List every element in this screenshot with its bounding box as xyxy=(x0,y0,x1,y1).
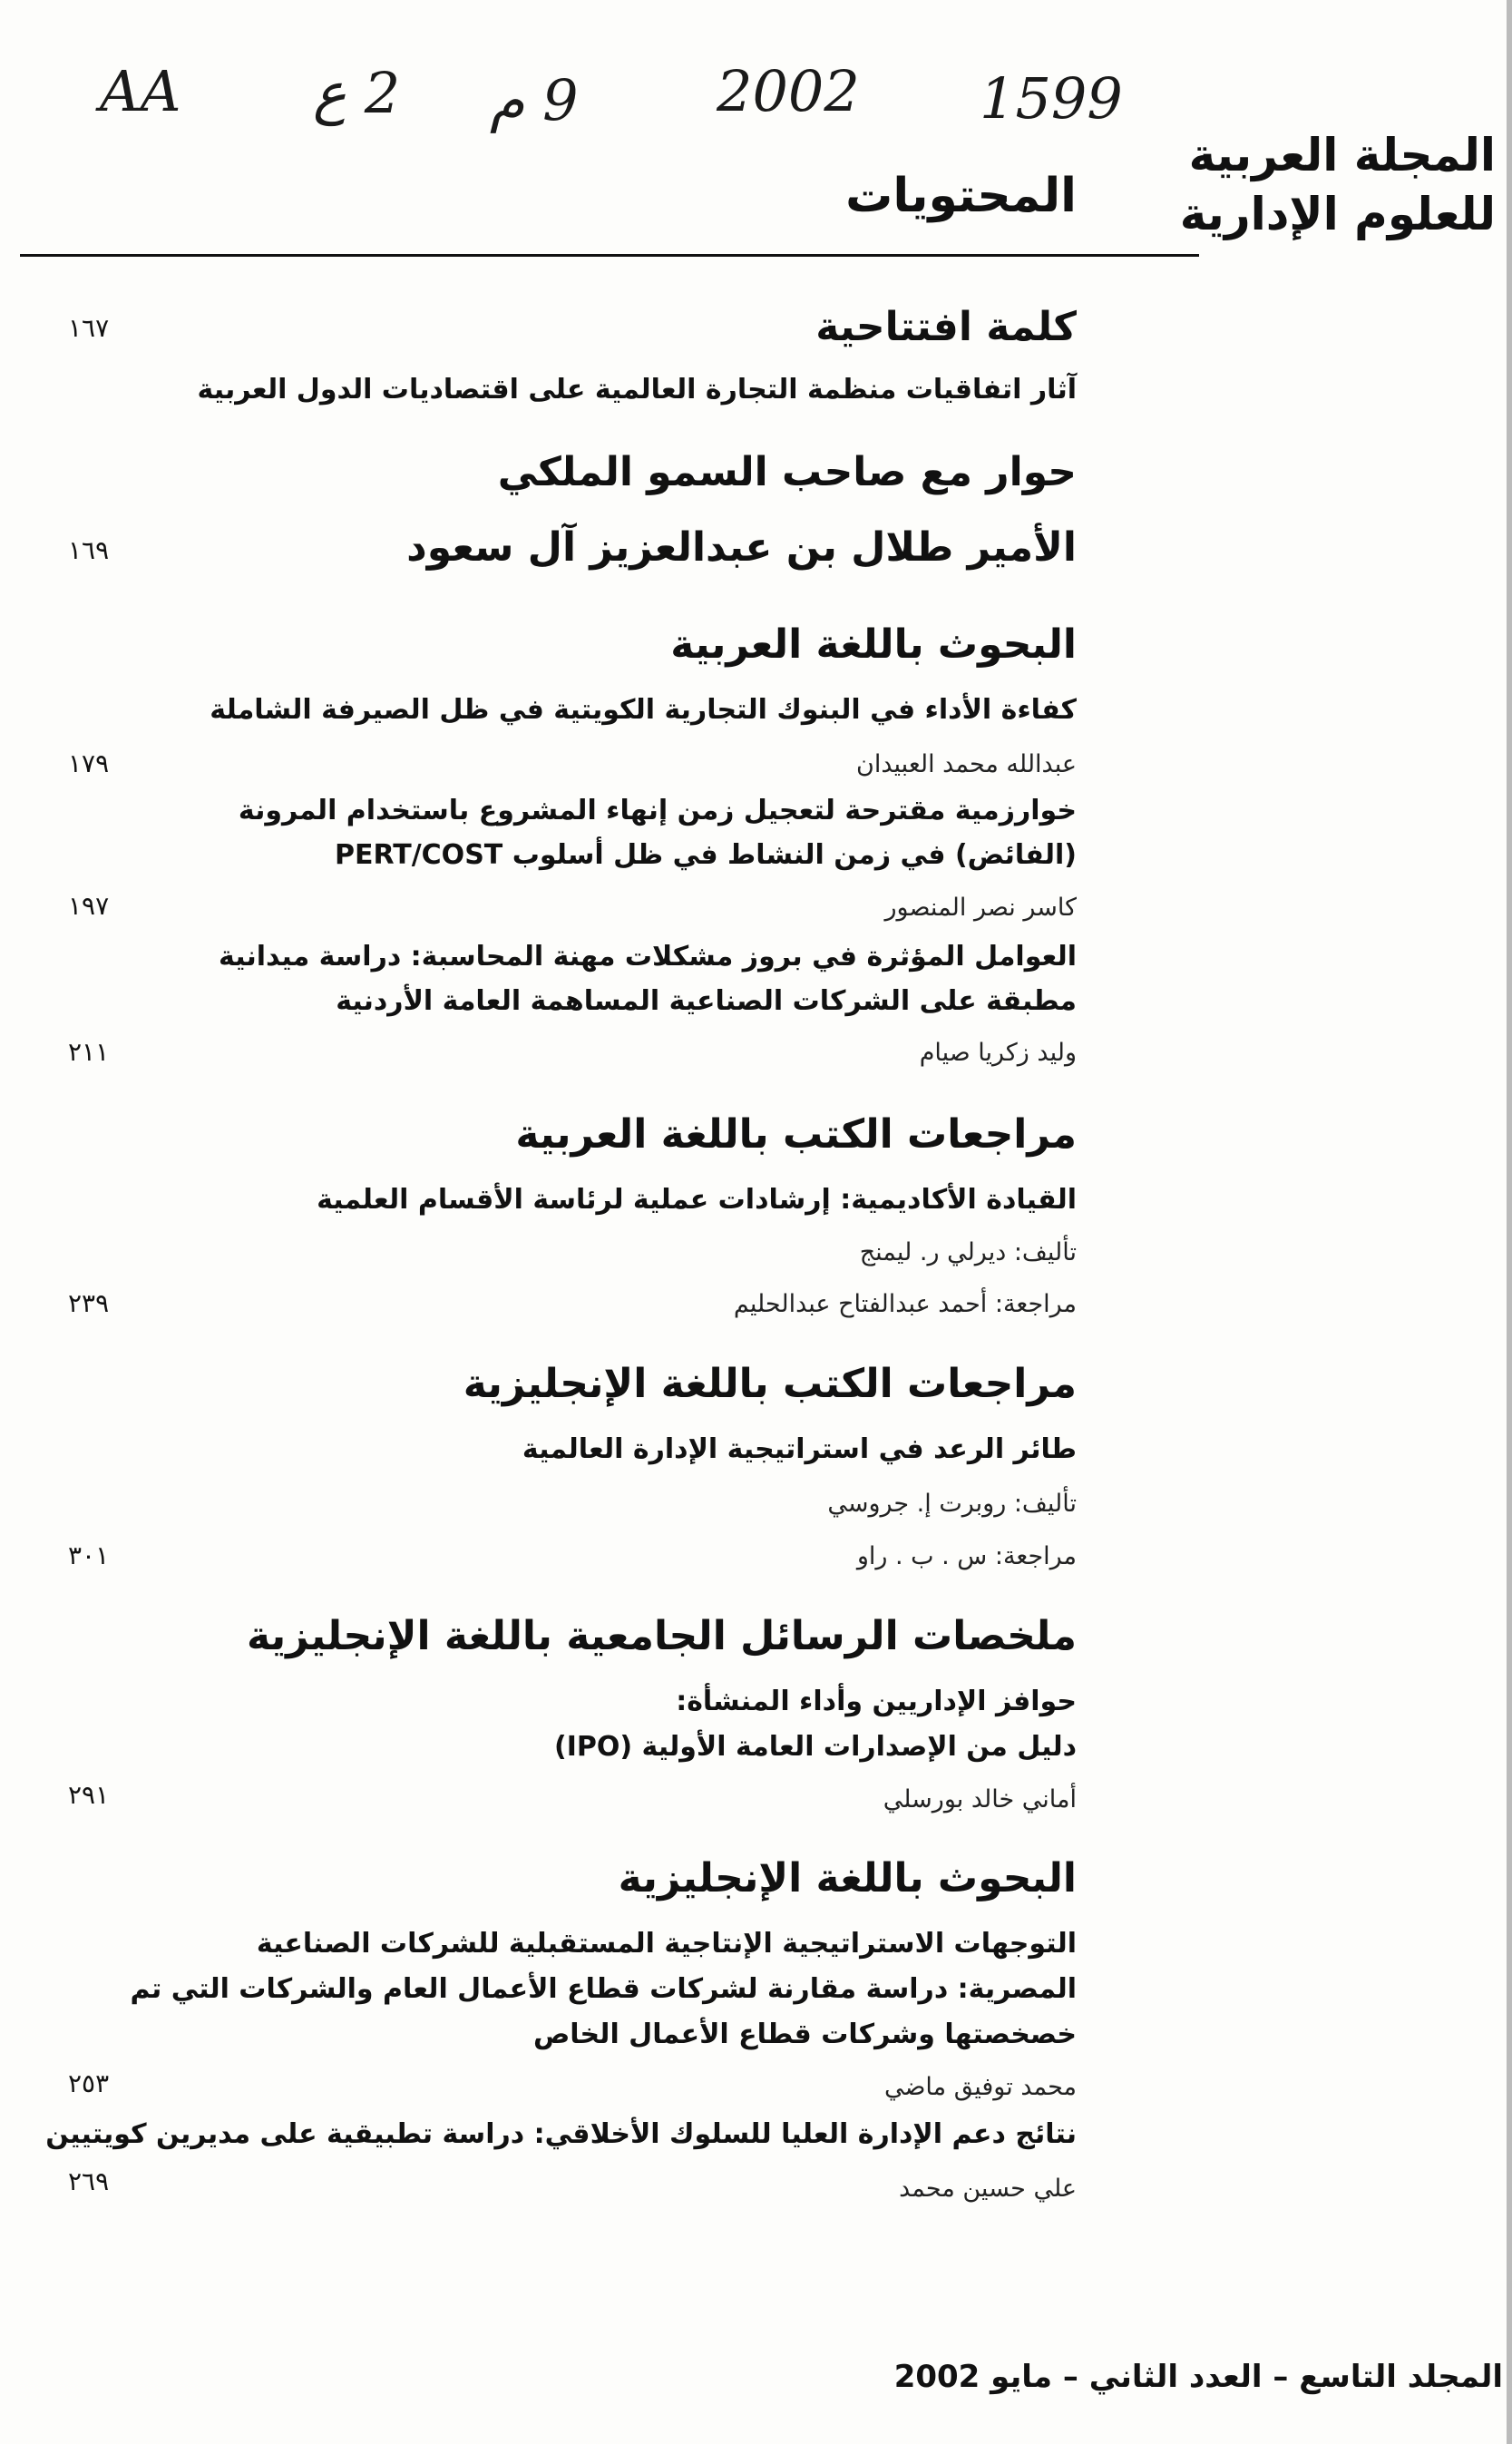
toc-entry-author: تأليف: ديرلي ر. ليمنج xyxy=(859,1238,1077,1266)
page-number: ٢٩١ xyxy=(68,1780,110,1810)
page-number: ١٧٩ xyxy=(68,748,110,778)
toc-entry-title-line3: خصخصتها وشركات قطاع الأعمال الخاص xyxy=(532,2019,1077,2050)
page-title: المحتويات xyxy=(845,169,1077,223)
toc-entry-title: القيادة الأكاديمية: إرشادات عملية لرئاسة الأقسام العلمية xyxy=(317,1184,1077,1216)
section-title-arabic-books: مراجعات الكتب باللغة العربية xyxy=(515,1111,1077,1158)
section-title-english-research: البحوث باللغة الإنجليزية xyxy=(618,1855,1077,1901)
handwritten-code: AA xyxy=(100,58,181,124)
toc-entry-title: آثار اتفاقيات منظمة التجارة العالمية على اقتصاديات الدول العربية xyxy=(197,374,1077,406)
section-title-arabic-research: البحوث باللغة العربية xyxy=(670,621,1077,668)
page-number: ٢٥٣ xyxy=(68,2068,110,2098)
header-rule xyxy=(20,254,1199,257)
toc-entry-title-line2: المصرية: دراسة مقارنة لشركات قطاع الأعمال العام والشركات التي تم xyxy=(130,1973,1077,2005)
section-title-opening: كلمة افتتاحية xyxy=(815,304,1077,350)
scan-edge xyxy=(1507,0,1512,2444)
toc-entry-title-line2: دليل من الإصدارات العامة الأولية (IPO) xyxy=(554,1731,1077,1763)
toc-entry-title-line1: خوارزمية مقترحة لتعجيل زمن إنهاء المشروع باستخدام المرونة xyxy=(238,795,1077,826)
toc-entry-author: محمد توفيق ماضي xyxy=(884,2073,1077,2101)
journal-title-line1: المجلة العربية xyxy=(1188,129,1496,181)
page-number: ١٩٧ xyxy=(68,891,110,921)
toc-entry-title: كفاءة الأداء في البنوك التجارية الكويتية في ظل الصيرفة الشاملة xyxy=(210,694,1077,726)
handwritten-number: 1599 xyxy=(980,65,1123,132)
toc-entry-author: أماني خالد بورسلي xyxy=(883,1785,1077,1813)
toc-entry-title-line1: العوامل المؤثرة في بروز مشكلات مهنة المحاسبة: دراسة ميدانية xyxy=(219,941,1077,973)
section-title-interview-1: حوار مع صاحب السمو الملكي xyxy=(497,449,1077,495)
toc-entry-author: تأليف: روبرت إ. جروسي xyxy=(827,1490,1077,1518)
page-number: ٢٦٩ xyxy=(68,2166,110,2196)
toc-entry-reviewer: مراجعة: س . ب . راو xyxy=(856,1542,1077,1570)
toc-entry-title-line1: التوجهات الاستراتيجية الإنتاجية المستقبلية للشركات الصناعية xyxy=(256,1928,1077,1960)
toc-entry-author: علي حسين محمد xyxy=(899,2175,1077,2203)
page-number: ١٦٩ xyxy=(68,535,110,565)
section-title-theses: ملخصات الرسائل الجامعية باللغة الإنجليزية xyxy=(246,1613,1077,1659)
toc-entry-title: نتائج دعم الإدارة العليا للسلوك الأخلاقي: دراسة تطبيقية على مديرين كويتيين xyxy=(45,2118,1077,2150)
page-number: ٢٣٩ xyxy=(68,1288,110,1318)
toc-entry-title: طائر الرعد في استراتيجية الإدارة العالمية xyxy=(522,1433,1077,1465)
page-number: ٢١١ xyxy=(68,1037,110,1067)
handwritten-year: 2002 xyxy=(717,58,860,124)
page-number: ٣٠١ xyxy=(68,1540,110,1570)
handwritten-volume: 9 م xyxy=(490,67,579,133)
toc-entry-title-line2: مطبقة على الشركات الصناعية المساهمة العامة الأردنية xyxy=(336,985,1077,1017)
journal-title-line2: للعلوم الإدارية xyxy=(1179,188,1496,240)
toc-entry-title-line1: حوافز الإداريين وأداء المنشأة: xyxy=(676,1686,1077,1717)
section-title-english-books: مراجعات الكتب باللغة الإنجليزية xyxy=(463,1361,1077,1407)
toc-entry-author: عبدالله محمد العبيدان xyxy=(856,750,1077,778)
footer-issue-info: المجلد التاسع – العدد الثاني – مايو 2002 xyxy=(893,2359,1503,2395)
toc-entry-author: وليد زكريا صيام xyxy=(919,1039,1077,1067)
section-title-interview-2: الأمير طلال بن عبدالعزيز آل سعود xyxy=(406,524,1077,571)
handwritten-part: 2 ع xyxy=(313,60,401,126)
page-number: ١٦٧ xyxy=(68,313,110,343)
toc-entry-title-line2: (الفائض) في زمن النشاط في ظل أسلوب PERT/COST xyxy=(335,839,1077,871)
toc-entry-author: كاسر نصر المنصور xyxy=(884,894,1077,922)
toc-entry-reviewer: مراجعة: أحمد عبدالفتاح عبدالحليم xyxy=(733,1290,1077,1318)
